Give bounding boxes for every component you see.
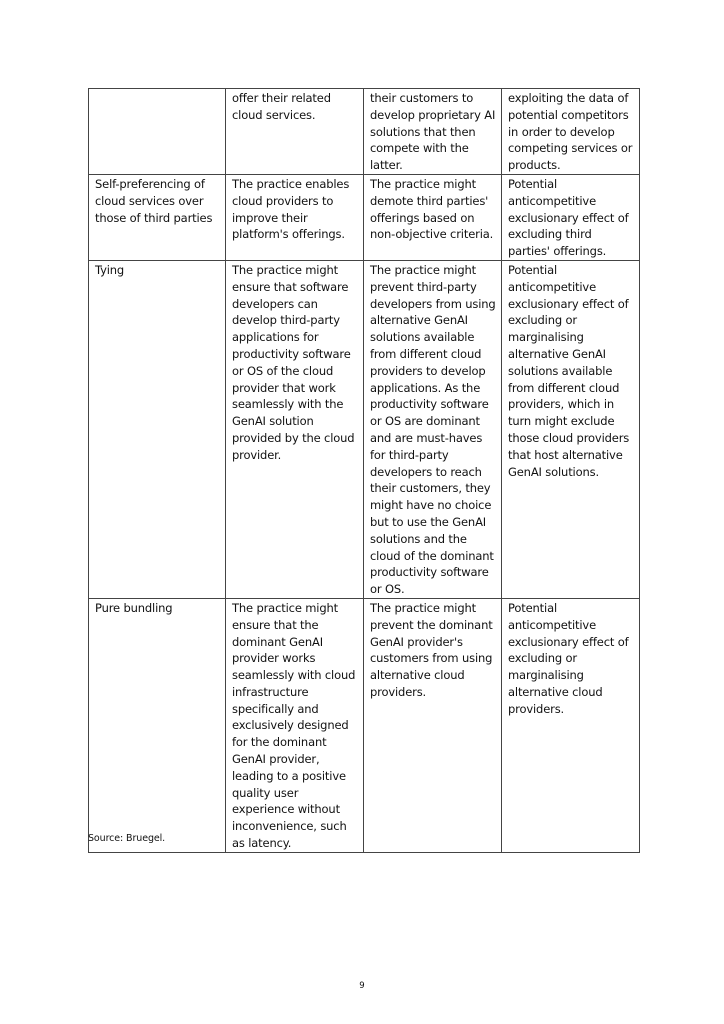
table-cell-practice: Self-preferencing of cloud services over those of third parties <box>89 174 226 260</box>
practices-table <box>88 88 640 853</box>
table-cell-harm: The practice might prevent the dominant GenAI provider's customers from using alternative cloud providers. <box>364 598 502 852</box>
table-row-continued <box>89 89 640 175</box>
table-cell-benefit: The practice might ensure that the dominant GenAI provider works seamlessly with cloud infrastructure specifically and exclusively designed for the dominant GenAI provider, leading to a positive quality user experience without inconvenience, such as latency. <box>226 598 364 852</box>
table-row-self-preferencing <box>89 174 640 260</box>
table-cell-effect: Potential anticompetitive exclusionary effect of excluding third parties' offerings. <box>502 174 640 260</box>
table-cell-effect: Potential anticompetitive exclusionary effect of excluding or marginalising alternative GenAI solutions available from different cloud providers, which in turn might exclude those cloud providers that host alternative GenAI solutions. <box>502 260 640 598</box>
table-cell-practice: Tying <box>89 260 226 598</box>
table-cell-harm: The practice might demote third parties' offerings based on non-objective criteria. <box>364 174 502 260</box>
table-cell-benefit: offer their related cloud services. <box>226 89 364 175</box>
table-cell-effect: Potential anticompetitive exclusionary effect of excluding or marginalising alternative cloud providers. <box>502 598 640 852</box>
table-cell-effect: exploiting the data of potential competitors in order to develop competing services or products. <box>502 89 640 175</box>
table-cell-benefit: The practice enables cloud providers to improve their platform's offerings. <box>226 174 364 260</box>
table-cell-practice: Pure bundling <box>89 598 226 852</box>
table-row-pure-bundling <box>89 598 640 852</box>
table-cell-harm: The practice might prevent third-party developers from using alternative GenAI solutions available from different cloud providers to develop applications. As the productivity software or OS are dominant and are must-haves for third-party developers to reach their customers, they might have no choice but to use the GenAI solutions and the cloud of the dominant productivity software or OS. <box>364 260 502 598</box>
page-number: 9 <box>359 981 365 991</box>
source-note: Source: Bruegel. <box>88 833 166 844</box>
table-cell-practice <box>89 89 226 175</box>
table-cell-benefit: The practice might ensure that software developers can develop third-party applications for productivity software or OS of the cloud provider that work seamlessly with the GenAI solution provided by the cloud provider. <box>226 260 364 598</box>
table-row-tying <box>89 260 640 598</box>
table-cell-harm: their customers to develop proprietary AI solutions that then compete with the latter. <box>364 89 502 175</box>
